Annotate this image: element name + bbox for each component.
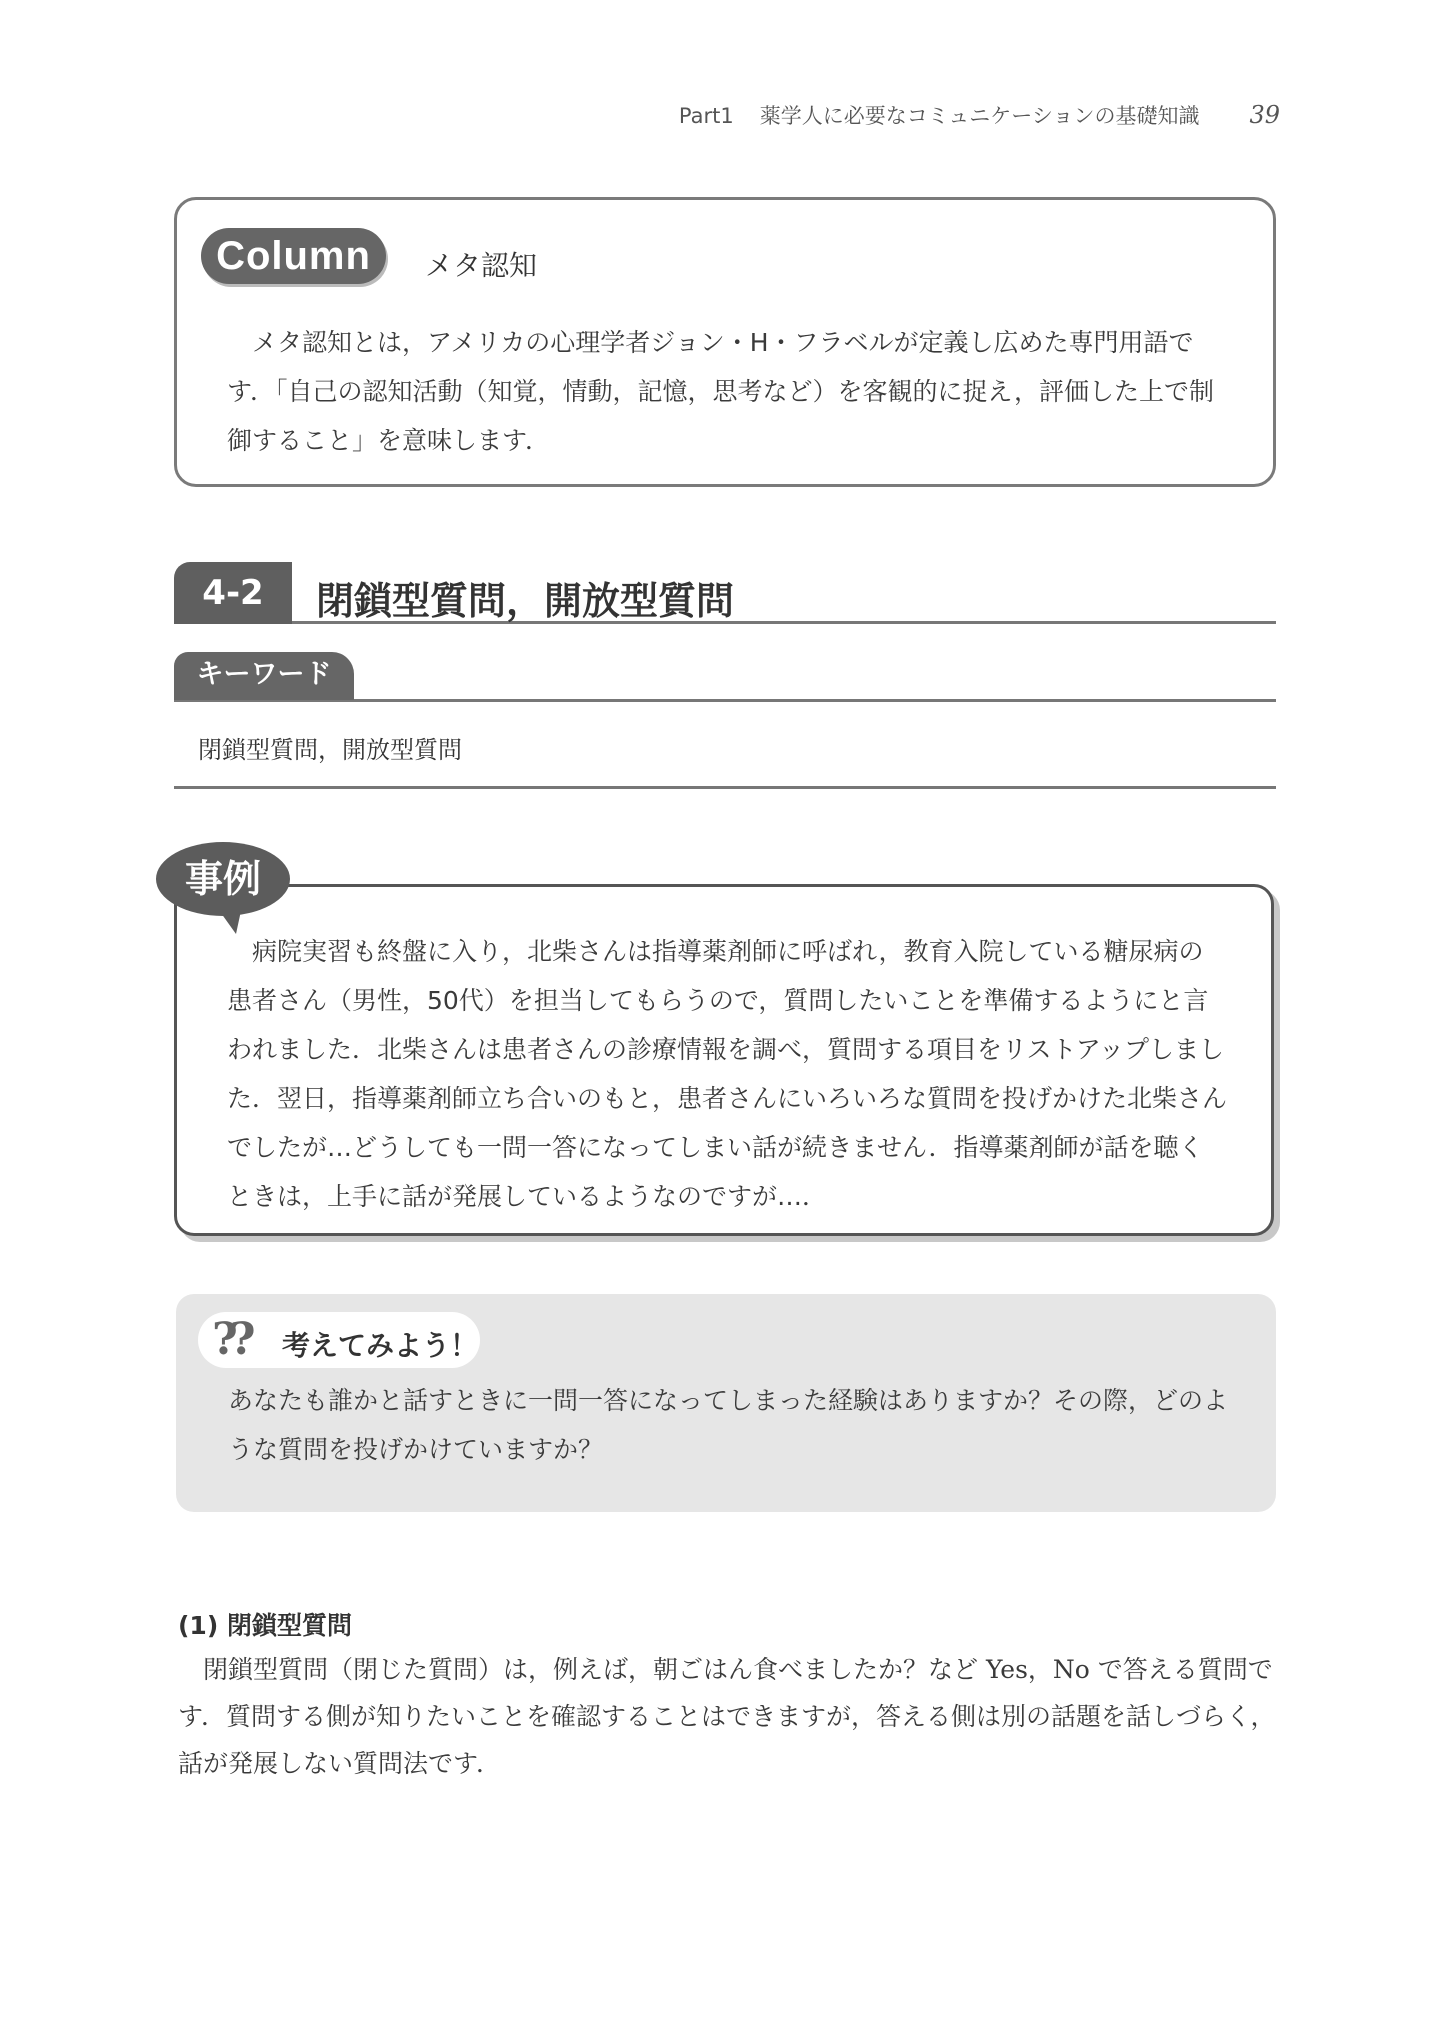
column-paragraph: メタ認知とは，アメリカの心理学者ジョン・H・フラベルが定義し広めた専門用語です．「自己の認知活動（知覚，情動，記憶，思考など）を客観的に捉え，評価した上で制御すること」を意味します． xyxy=(227,328,1215,455)
think-text xyxy=(228,1376,1228,1474)
question-marks-icon: ?? xyxy=(212,1314,248,1365)
keyword-divider xyxy=(174,786,1276,789)
section-title: 閉鎖型質問，開放型質問 xyxy=(316,579,735,623)
case-text xyxy=(227,927,1227,1221)
section-heading xyxy=(174,562,1276,624)
case-label: 事例 xyxy=(156,842,290,916)
running-header xyxy=(600,100,1280,130)
column-title: メタ認知 xyxy=(425,249,538,282)
page-number: 39 xyxy=(1249,101,1280,129)
body-text xyxy=(178,1646,1278,1787)
body-paragraph: 閉鎖型質問（閉じた質問）は，例えば，朝ごはん食べましたか？など Yes，No で答える質問です．質問する側が知りたいことを確認することはできますが，答える側は別の話題を話しづらく，話が発展しない質問法です． xyxy=(178,1655,1276,1778)
column-badge: Column xyxy=(201,228,386,284)
keyword-header xyxy=(174,652,1276,702)
section-number: 4-2 xyxy=(174,562,292,624)
case-box xyxy=(174,884,1274,1236)
column-box xyxy=(174,197,1276,487)
column-text xyxy=(227,318,1227,465)
header-part: Part1 xyxy=(678,104,734,128)
case-paragraph: 病院実習も終盤に入り，北柴さんは指導薬剤師に呼ばれ，教育入院している糖尿病の患者さん（男性，50代）を担当してもらうので，質問したいことを準備するようにと言われました．北柴さんは患者さんの診療情報を調べ，質問する項目をリストアップしました．翌日，指導薬剤師立ち合いのもと，患者さんにいろいろな質問を投げかけた北柴さんでしたが…どうしても一問一答になってしまい話が続きません．指導薬剤師が話を聴くときは，上手に話が発展しているようなのですが…． xyxy=(227,937,1228,1211)
think-paragraph: あなたも誰かと話すときに一問一答になってしまった経験はありますか？その際，どのような質問を投げかけていますか？ xyxy=(228,1386,1229,1464)
think-header xyxy=(198,1312,480,1368)
subheading-closed-question: (1) 閉鎖型質問 xyxy=(178,1611,352,1640)
keyword-label: キーワード xyxy=(174,652,354,700)
think-box xyxy=(176,1294,1276,1512)
think-title: 考えてみよう！ xyxy=(282,1329,479,1362)
keyword-text: 閉鎖型質問，開放型質問 xyxy=(198,736,462,764)
header-title: 薬学人に必要なコミュニケーションの基礎知識 xyxy=(759,104,1200,128)
speech-bubble-tail-icon xyxy=(216,906,242,934)
